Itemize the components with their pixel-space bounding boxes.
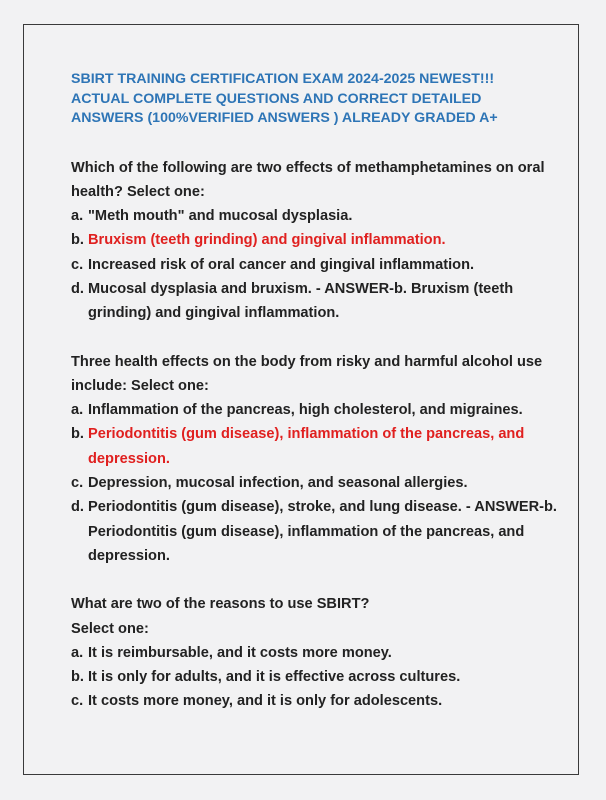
question-2: [71, 350, 557, 569]
option-a: [71, 641, 546, 665]
question-stem-line: What are two of the reasons to use SBIRT?: [71, 596, 370, 613]
question-1: [71, 156, 546, 326]
option-text: Depression, mucosal infection, and seasonal allergies.: [88, 475, 468, 492]
option-letter: b.: [71, 232, 84, 249]
option-letter: c.: [71, 693, 84, 710]
question-stem-line: Which of the following are two effects of methamphetamines on oral: [71, 159, 545, 176]
option-c: [71, 253, 546, 277]
option-letter: c.: [71, 475, 84, 492]
option-letter: c.: [71, 256, 84, 273]
option-text: It costs more money, and it is only for adolescents.: [88, 693, 443, 710]
question-stem-line: Select one:: [71, 620, 149, 637]
option-text: It is reimbursable, and it costs more money.: [88, 644, 392, 661]
option-b: [71, 228, 546, 252]
option-letter: b.: [71, 669, 84, 686]
option-d: [71, 277, 546, 326]
option-text: Increased risk of oral cancer and gingival inflammation.: [88, 256, 475, 273]
option-text-correct: Bruxism (teeth grinding) and gingival inflammation.: [88, 232, 446, 249]
option-c: [71, 689, 546, 713]
option-a: [71, 398, 546, 422]
question-stem-line: include: Select one:: [71, 377, 209, 394]
option-letter: a.: [71, 402, 84, 419]
option-b: [71, 665, 546, 689]
option-text: Periodontitis (gum disease), stroke, and lung disease. - ANSWER-b.: [88, 499, 557, 516]
option-text: "Meth mouth" and mucosal dysplasia.: [88, 208, 353, 225]
question-stem-line: Three health effects on the body from risky and harmful alcohol use: [71, 353, 543, 370]
document-title: [71, 70, 546, 129]
option-letter: d.: [71, 280, 84, 297]
question-stem-line: health? Select one:: [71, 183, 205, 200]
option-d: [71, 495, 557, 568]
option-letter: b.: [71, 426, 84, 443]
option-text: Mucosal dysplasia and bruxism. - ANSWER-b. Bruxism (teeth: [88, 280, 514, 297]
option-text: Inflammation of the pancreas, high cholesterol, and migraines.: [88, 402, 523, 419]
option-c: [71, 471, 546, 495]
option-text: depression.: [88, 547, 170, 564]
title-line: SBIRT TRAINING CERTIFICATION EXAM 2024-2025 NEWEST!!!: [71, 71, 495, 87]
question-3: [71, 592, 546, 713]
document-content: [71, 70, 557, 738]
option-a: [71, 204, 546, 228]
title-line: ANSWERS (100%VERIFIED ANSWERS ) ALREADY GRADED A+: [71, 110, 498, 126]
option-b: [71, 422, 546, 471]
option-letter: d.: [71, 499, 84, 516]
option-letter: a.: [71, 208, 84, 225]
option-letter: a.: [71, 644, 84, 661]
option-text-correct: Periodontitis (gum disease), inflammation of the pancreas, and: [88, 426, 525, 443]
option-text: It is only for adults, and it is effective across cultures.: [88, 669, 461, 686]
option-text: grinding) and gingival inflammation.: [88, 305, 340, 322]
option-text: Periodontitis (gum disease), inflammation of the pancreas, and: [88, 523, 525, 540]
title-line: ACTUAL COMPLETE QUESTIONS AND CORRECT DETAILED: [71, 90, 482, 107]
option-text-correct: depression.: [88, 450, 170, 467]
